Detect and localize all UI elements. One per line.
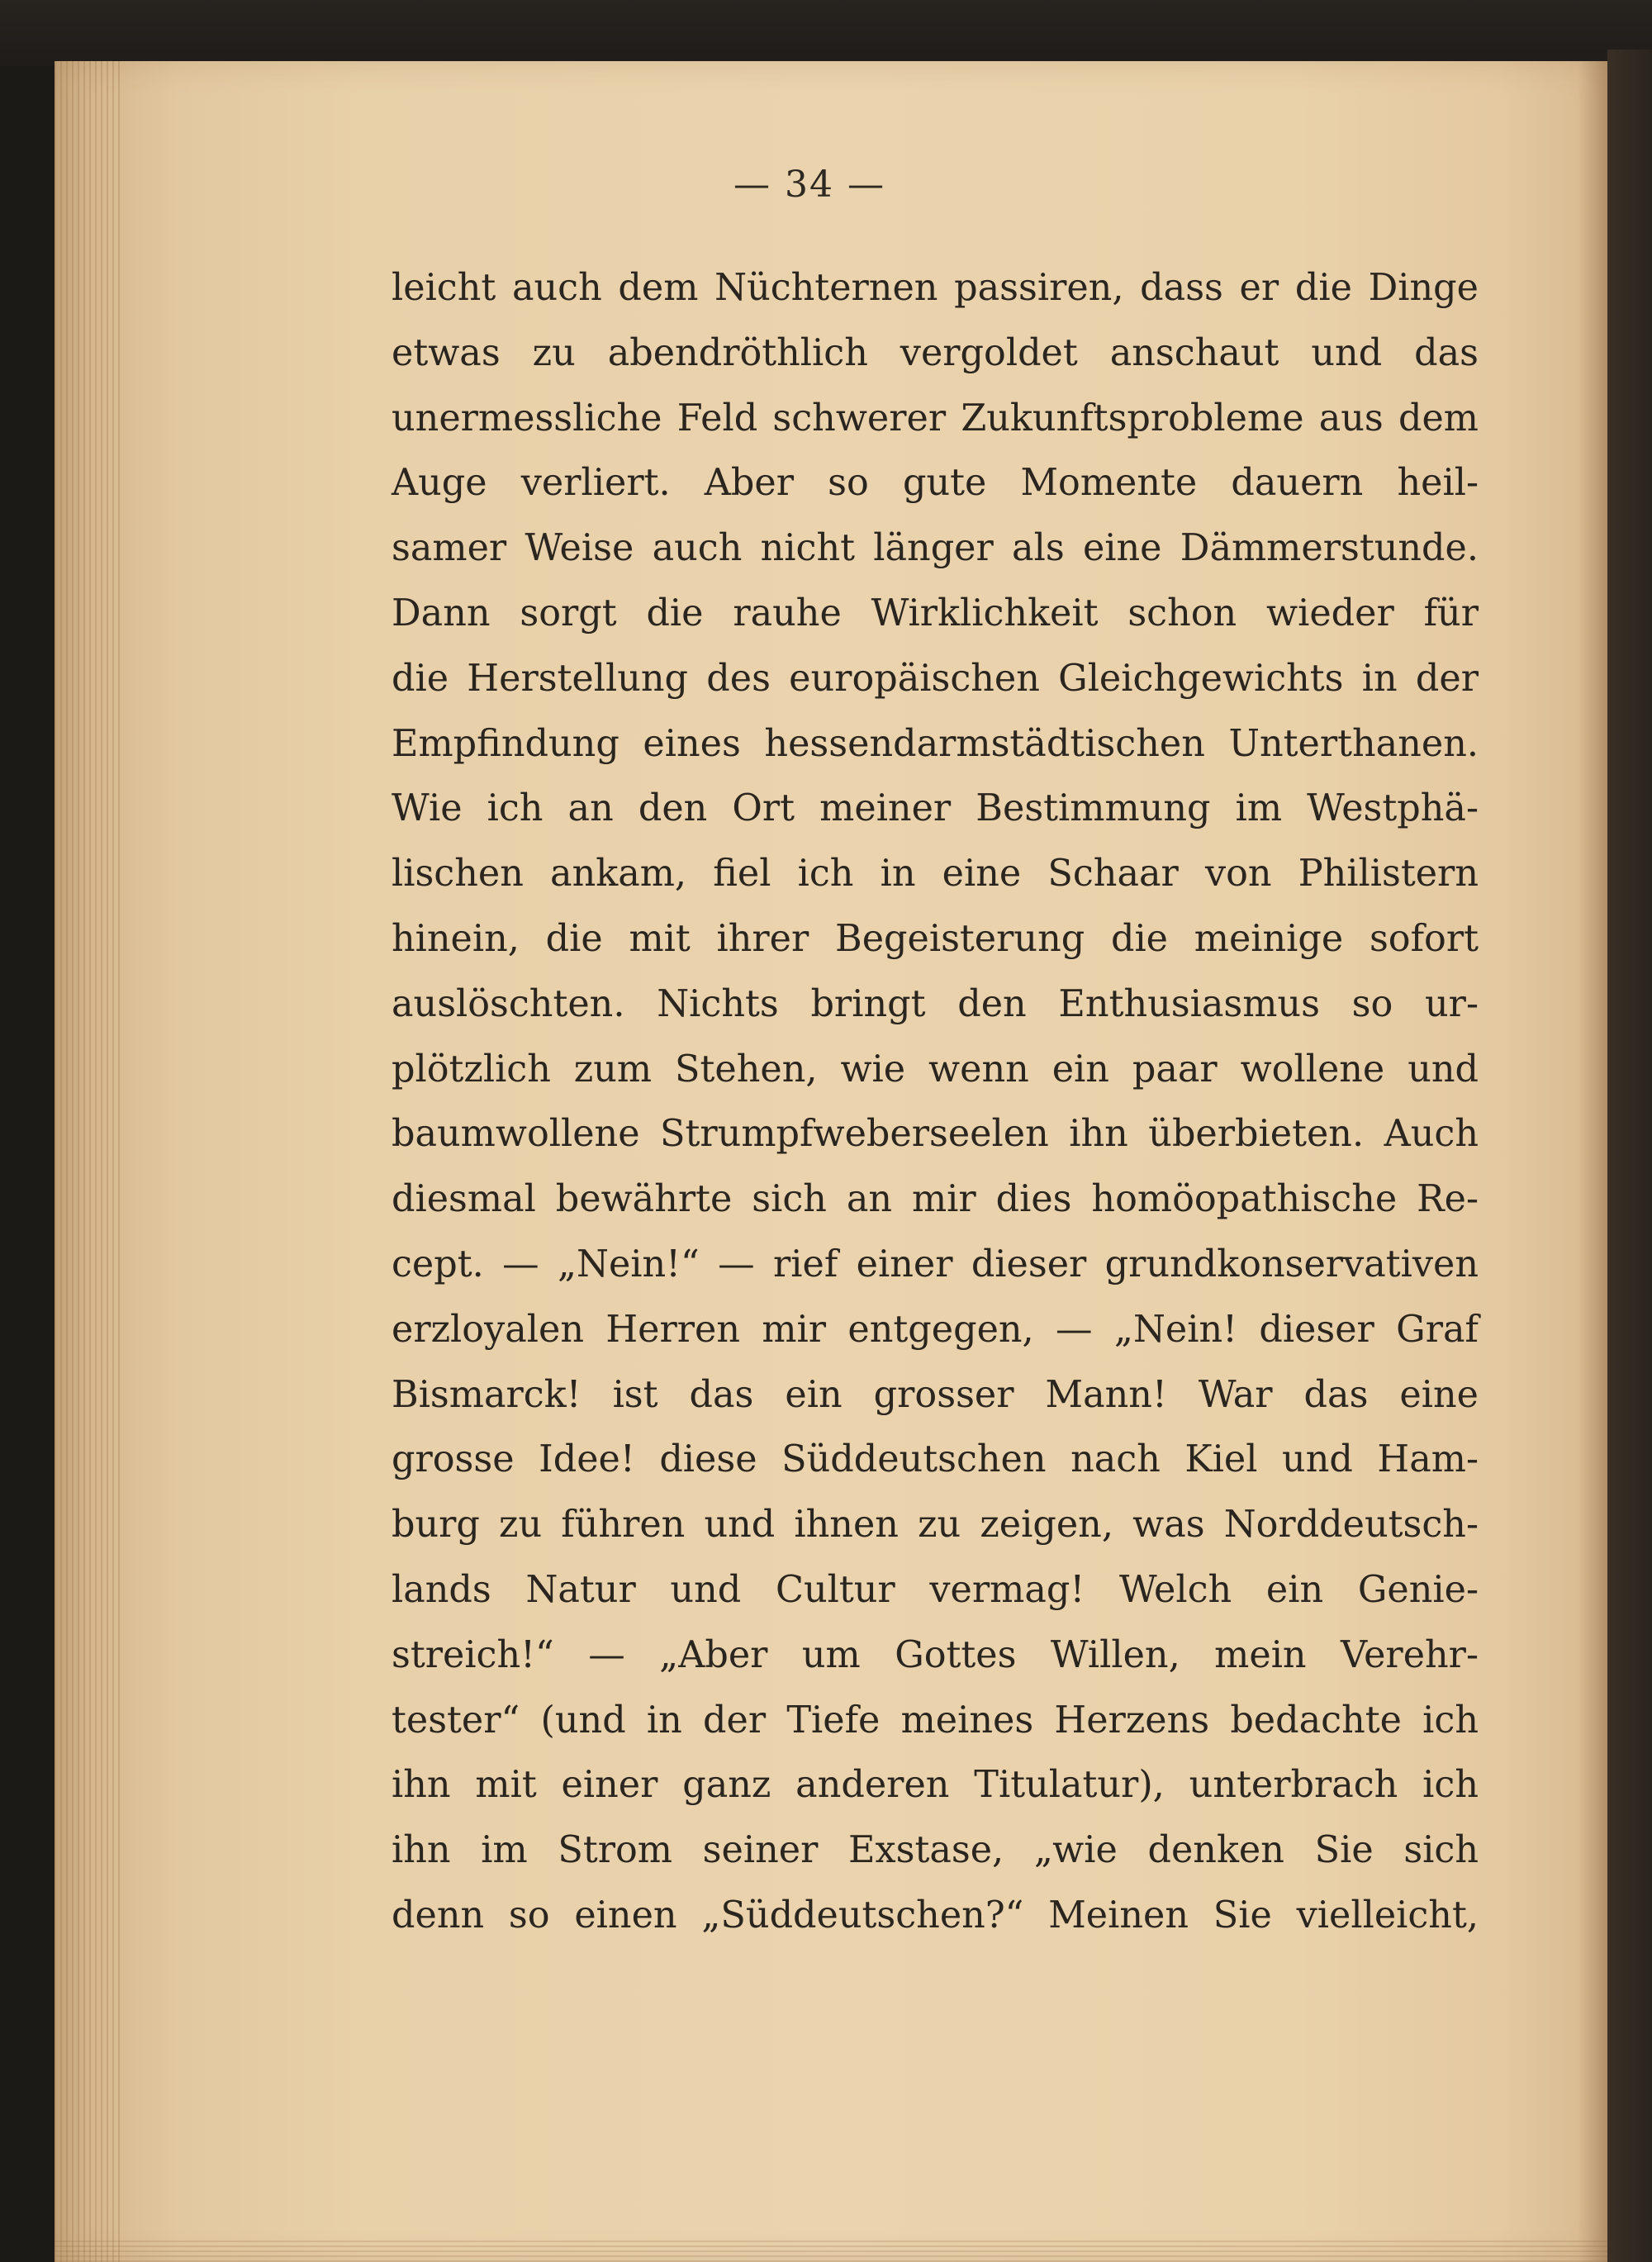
text-line: burg zu führen und ihnen zu zeigen, was Norddeutsch- [392,1504,1479,1547]
text-line: erzloyalen Herren mir entgegen, — „Nein! dieser Graf [392,1308,1479,1351]
page-stack-edges [55,61,121,2262]
text-line: denn so einen „Süddeutschen?“ Meinen Sie vielleicht, [392,1894,1479,1936]
page-number: — 34 — [733,164,885,206]
book-cover-edge [1607,50,1652,2262]
text-line: plötzlich zum Stehen, wie wenn ein paar wollene und [392,1048,1479,1091]
body-text [392,256,1479,1949]
text-line: grosse Idee! diese Süddeutschen nach Kiel und Ham- [392,1438,1479,1481]
scan-background [0,0,1652,66]
text-line: lischen ankam, fiel ich in eine Schaar von Philistern [392,853,1479,896]
text-line: lands Natur und Cultur vermag! Welch ein Genie- [392,1568,1479,1611]
text-line: Wie ich an den Ort meiner Bestimmung im Westphä- [392,787,1479,830]
text-line: diesmal bewährte sich an mir dies homöopathische Re- [392,1178,1479,1221]
text-line: Dann sorgt die rauhe Wirklichkeit schon wieder für [392,592,1479,634]
text-line: die Herstellung des europäischen Gleichgewichts in der [392,657,1479,700]
text-line: etwas zu abendröthlich vergoldet anschaut und das [392,331,1479,374]
text-line: leicht auch dem Nüchternen passiren, dass er die Dinge [392,267,1479,309]
text-line: tester“ (und in der Tiefe meines Herzens bedachte ich [392,1699,1479,1742]
text-line: streich!“ — „Aber um Gottes Willen, mein Verehr- [392,1633,1479,1676]
text-line: hinein, die mit ihrer Begeisterung die meinige sofort [392,917,1479,960]
text-line: ihn im Strom seiner Exstase, „wie denken Sie sich [392,1829,1479,1872]
text-line: cept. — „Nein!“ — rief einer dieser grundkonservativen [392,1243,1479,1285]
text-line: samer Weise auch nicht länger als eine Dämmerstunde. [392,527,1479,570]
gutter-shadow [1578,61,1607,2262]
text-line: unermessliche Feld schwerer Zukunftsprobleme aus dem [392,397,1479,440]
text-line: auslöschten. Nichts bringt den Enthusiasmus so ur- [392,982,1479,1025]
text-line: baumwollene Strumpfweberseelen ihn überbieten. Auch [392,1113,1479,1156]
text-line: Empfindung eines hessendarmstädtischen Unterthanen. [392,722,1479,765]
text-line: ihn mit einer ganz anderen Titulatur), unterbrach ich [392,1764,1479,1807]
text-line: Auge verliert. Aber so gute Momente dauern heil- [392,462,1479,505]
text-line: Bismarck! ist das ein grosser Mann! War das eine [392,1373,1479,1416]
page-stack-bottom [55,2241,1607,2262]
